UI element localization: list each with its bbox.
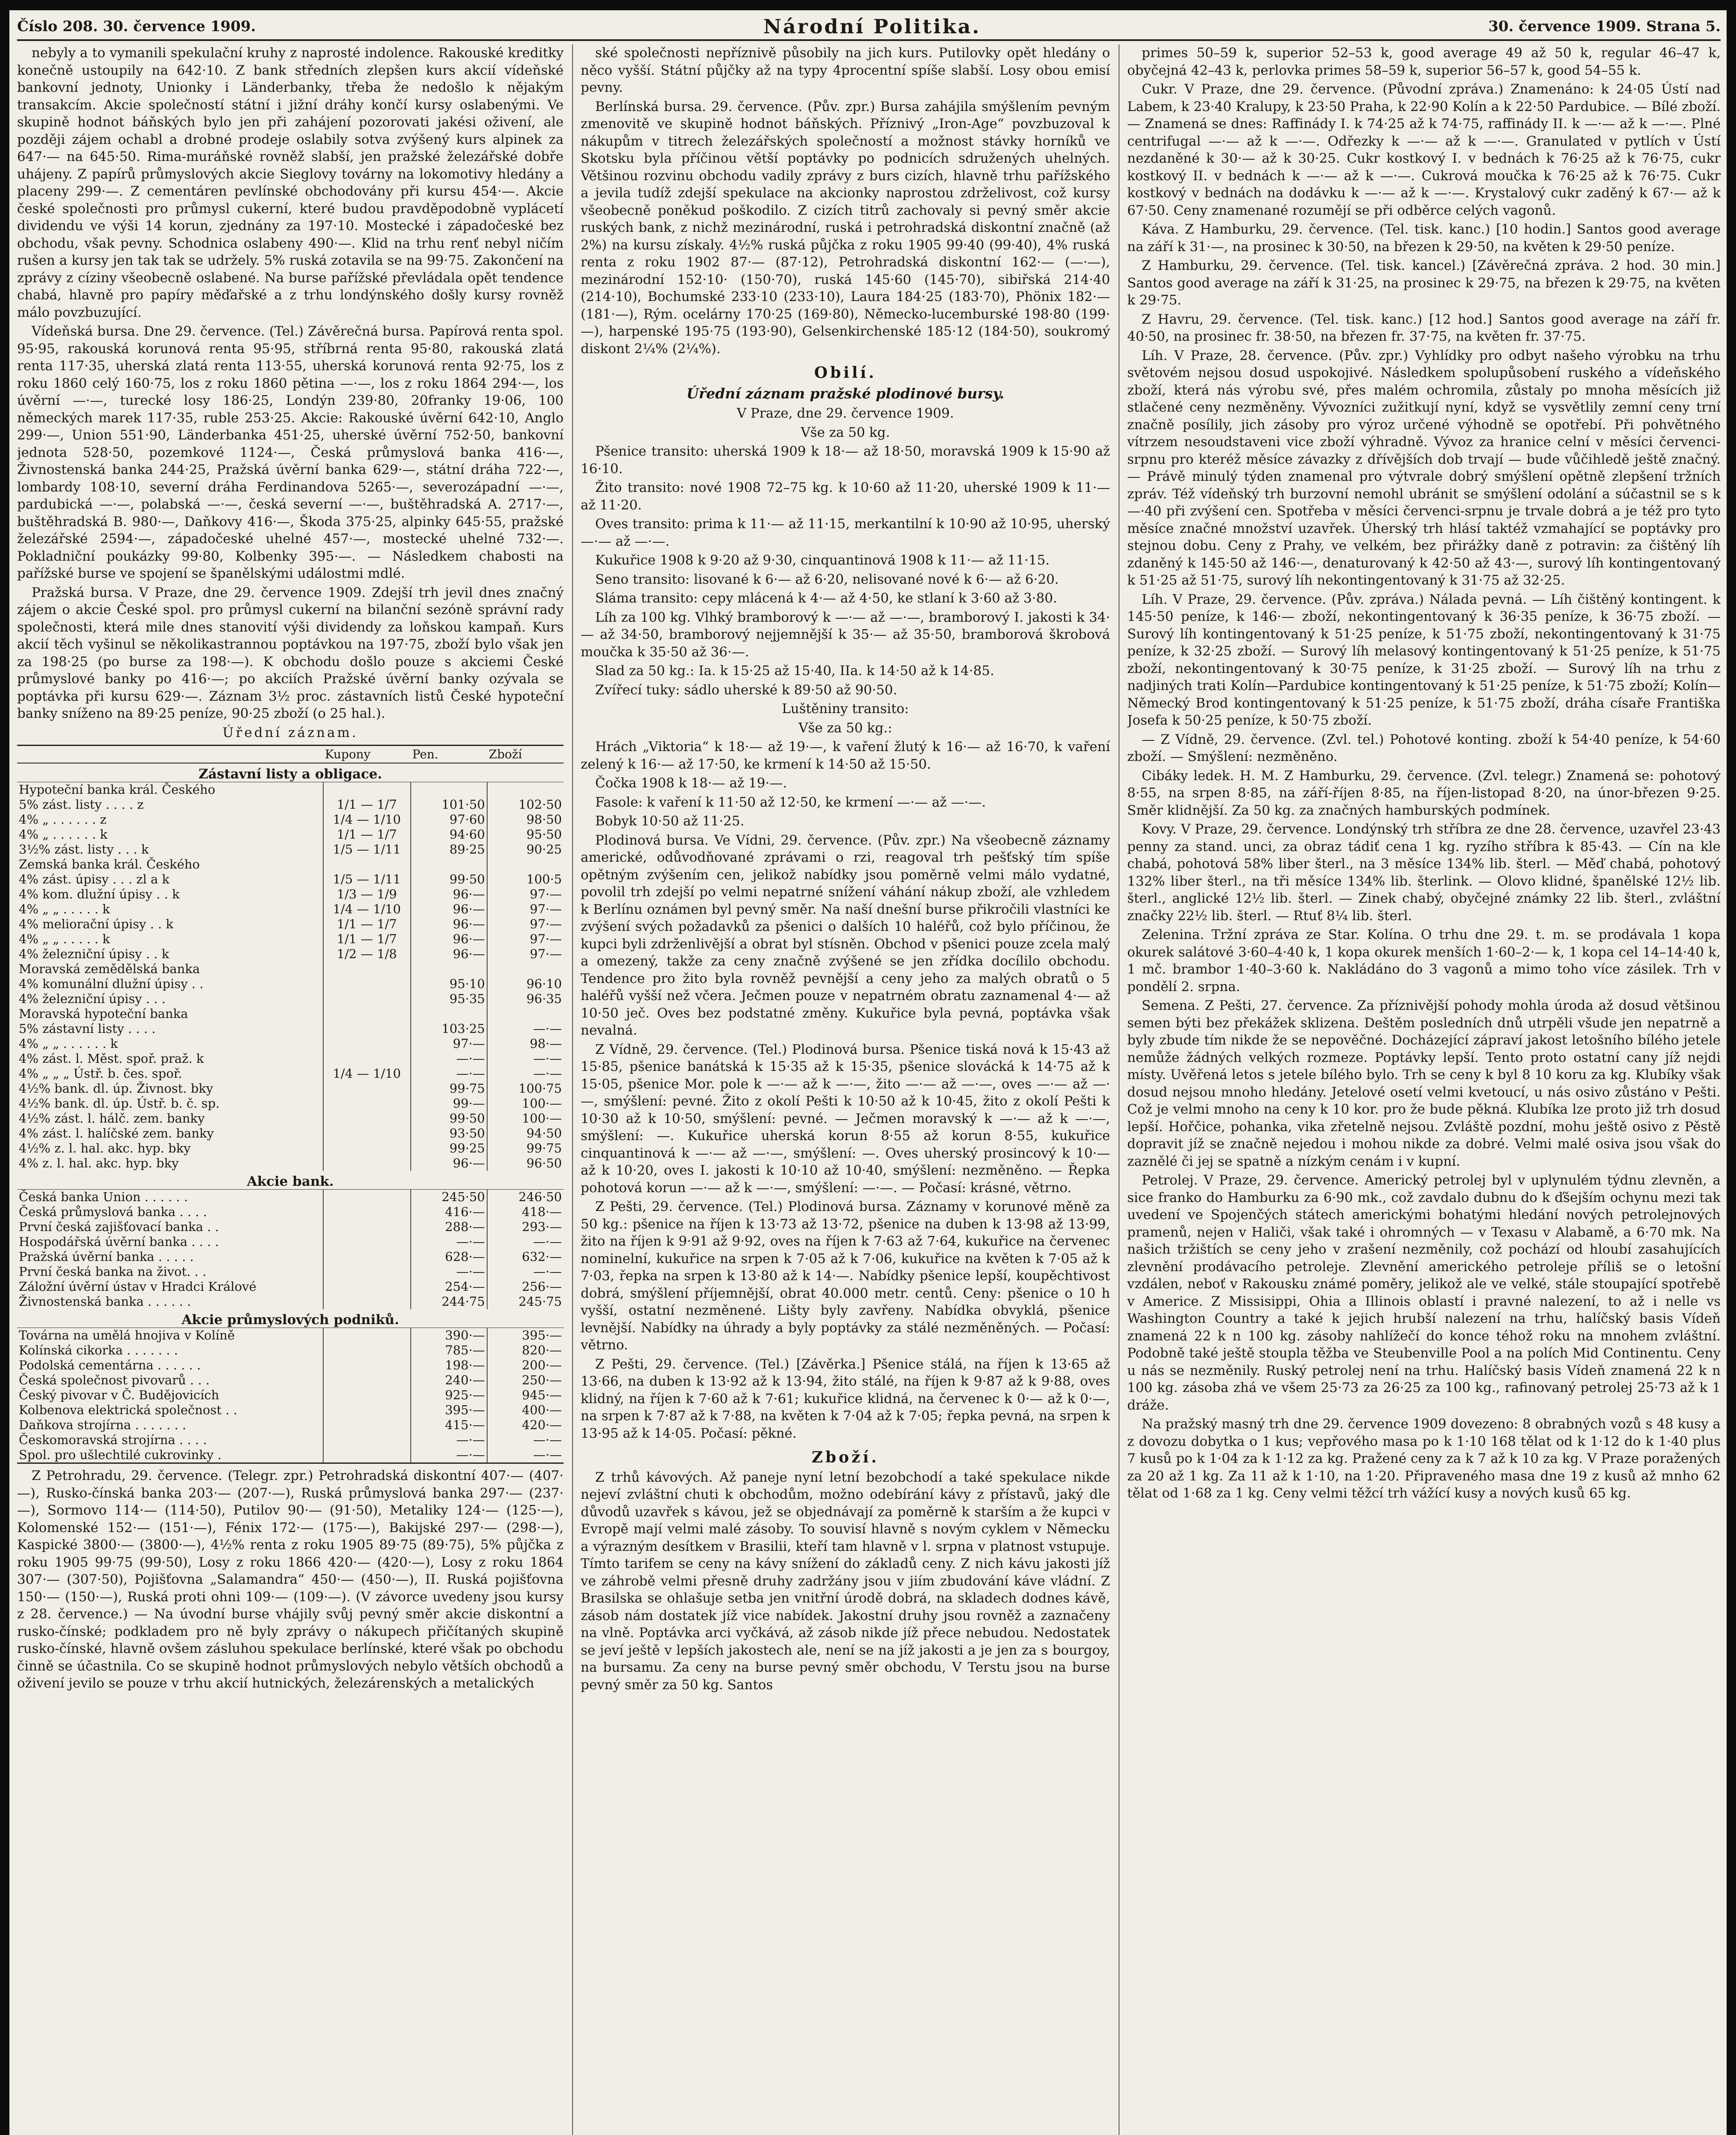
table-row bbox=[17, 857, 564, 872]
article-spirit-vienna: — Z Vídně, 29. července. (Zvl. tel.) Pohotové konting. zboží k 54·40 peníze, k 54·60 zboží. — Smýšlení: nezměněno. bbox=[1127, 731, 1721, 764]
row-penize: 288·— bbox=[411, 1220, 487, 1234]
row-penize: —·— bbox=[411, 1051, 487, 1066]
section-heading-goods: Zboží. bbox=[811, 1448, 880, 1466]
quote-lentils: Čočka 1908 k 18·— až 19·—. bbox=[595, 775, 787, 791]
row-zbozi: 98·50 bbox=[487, 812, 564, 827]
table-row bbox=[17, 917, 564, 932]
section-heading-grain: Obilí. bbox=[814, 364, 877, 382]
row-penize: —·— bbox=[411, 1264, 487, 1279]
article-metals: Kovy. V Praze, 29. července. Londýnský trh stříbra ze dne 28. července, uzavřel 23·43 penny za stand. unci, za obraz tádiť cena 1 kg. ryzího stříbra k 85·43. — Cín na kle chabá, pohotová 58% liber šterl., na 3 měsíce 134% lib. šterl. — Měď chabá, pohotový 132% liber šterl., na tři měsíce 134% lib. šterlink. — Olovo klidné, španělské 12½ lib. šterl., anglické 12½ lib. šterl. — Zinek chabý, obyčejné známky 22 lib. šterl., zvláštní značky 22½ lib. šterl. — Rtuť 8¼ lib. šterl. bbox=[1127, 822, 1721, 924]
table-row bbox=[17, 782, 564, 798]
row-name: Daňkova strojírna . . . . . . . bbox=[19, 1418, 187, 1432]
row-penize: 96·— bbox=[411, 947, 487, 962]
row-kupony bbox=[323, 1358, 411, 1373]
row-penize: 94·60 bbox=[411, 827, 487, 842]
row-zbozi bbox=[487, 962, 564, 977]
article-petroleum: Petrolej. V Praze, 29. července. Americký petrolej byl v uplynulém týdnu zlevněn, a sice franko do Hamburku za 6·90 mk., což zavdalo dubnu do k ďšejším ochynu mezi tak uvedení ve Spojenčých státech americkými bohatými hledání nových petrolejnových pramenů, nejen v Haliči, však také i ohromných — v Texasu v Alabamě, a 6·70 mk. Na našich tržištích se ceny jeho v zrašení nezměnily, což pochází od hloubí zasahujících zlevnění prodávacího petroleje. Zlevnění amerického petroleje příliš se o letošní vzdálen, neboť v Rakousku známé poměry, jelikož ale ve velké, stále stoupající spotřebě v Americe. Z Missisippi, Ohia a Illinois oblastí i pravné nalezení, to až i nelle vs Washington Country a také k jejich hrubší nalezení na trhu, halíčský basis Vídeň znamená 22 k n 100 kg. zásoby nahlížečí do konce téhož roku na mnohem zvláštní. Podobně také ještě stoupla těžba ve Steubenville Pool a na polích Mid Continentu. Ceny u nás se nezměnily. Ruský petrolej není na trhu. Halíčský basis Vídeň znamená 22 k n 100 kg. zásoba zhá ve všem 25·73 za 26·25 za 100 kg., rafinovaný petrolej 25·73 až k 1 dráže. bbox=[1127, 1173, 1721, 1413]
issue-number: Číslo 208. 30. července 1909. bbox=[17, 18, 256, 35]
table-row bbox=[17, 1111, 564, 1126]
row-kupony bbox=[323, 1036, 411, 1051]
row-name: Záložní úvěrní ústav v Hradci Králové bbox=[19, 1279, 257, 1294]
row-name: 4% železniční úpisy . . k bbox=[19, 947, 170, 961]
row-zbozi: 820·— bbox=[487, 1343, 564, 1358]
row-kupony: 1/1 — 1/7 bbox=[323, 917, 411, 932]
row-penize: 97·— bbox=[411, 1036, 487, 1051]
row-name: Zemská banka král. Českého bbox=[19, 857, 200, 872]
row-name: 4% zást. l. Měst. spoř. praž. k bbox=[19, 1051, 204, 1066]
article-saltpeter: Cibáky ledek. H. M. Z Hamburku, 29. července. (Zvl. telegr.) Znamená se: pohotový 8·55, na srpen 8·85, na září-říjen 8·85, na říjen-listopad 8·20, na únor-březen 9·25. Směr klidnější. Za 50 kg. za značných hamburských podmínek. bbox=[1127, 768, 1721, 818]
row-penize: 96·— bbox=[411, 902, 487, 917]
table-row bbox=[17, 1343, 564, 1358]
row-kupony bbox=[323, 857, 411, 872]
article-text: nebyly a to vymanili spekulační kruhy z naprosté indolence. Rakouské kreditky konečně ustoupily na 642·10. Z bank středních zlepšen kurs akcií vídeňské bankovní jednoty, Unionky i Länderbanky, třeba že nedošlo k nějakým transakcím. Akcie společností státní i jižní dráhy končí kursy oslabenými. Ve skupině hodnot báňských bylo jen při zahájení pozorovati jakési oživení, ale později zájem ochabl a drobné prodeje oslabily sotva zvýšený kurs alpinek za 647·— na 645·50. Rima-muráňské rovněž slabší, jen pražské železářské dobře uhájeny. Z papírů průmyslových akcie Sieglovy továrny na lokomotivy hledány a placeny 299·—. Z cementáren pevlínské obchodovány při kursu 454·—. Akcie české společnosti pro průmysl cukerní, které budou pravděpodobně vyplácetí dividendu ve výši 14 korun, zjednány za 197·10. Mostecké i západočeské bez obchodu, však pevny. Schodnica oslabeny 490·—. Klid na trhu renť nebyl ničím rušen a kursy jen tak tak se udržely. 5% ruská zotavila se na 99·75. Zakončení na zprávy z cíziny všeobecně oslabené. Na burse pařížské převládala opět tendence chabá, hlavně pro papíry měďařské a z trhu londýnského došly kursy rovněž málo povzbuzující. bbox=[17, 45, 564, 320]
row-penize: 628·— bbox=[411, 1249, 487, 1264]
row-penize: 395·— bbox=[411, 1403, 487, 1418]
table-row bbox=[17, 827, 564, 842]
row-penize: 244·75 bbox=[411, 1294, 487, 1309]
row-kupony bbox=[323, 1343, 411, 1358]
row-kupony bbox=[323, 1190, 411, 1205]
row-name: Česká průmyslová banka . . . . bbox=[19, 1205, 207, 1219]
row-zbozi: —·— bbox=[487, 1051, 564, 1066]
table-row bbox=[17, 1036, 564, 1051]
row-name: Hypoteční banka král. Českého bbox=[19, 782, 216, 797]
legumes-heading: Luštěniny transito: bbox=[782, 701, 909, 717]
table-row bbox=[17, 977, 564, 991]
row-kupony bbox=[323, 962, 411, 977]
row-penize: 785·— bbox=[411, 1343, 487, 1358]
row-name: 4% zást. úpisy . . . zl a k bbox=[19, 872, 170, 886]
row-name: Moravská hypoteční banka bbox=[19, 1006, 188, 1021]
row-name: 4% „ . . . . . . k bbox=[19, 827, 108, 842]
row-kupony: 1/1 — 1/7 bbox=[323, 827, 411, 842]
table-row bbox=[17, 872, 564, 887]
table-row bbox=[17, 991, 564, 1006]
row-name: 4% „ „ . . . . . k bbox=[19, 902, 110, 916]
row-kupony bbox=[323, 1220, 411, 1234]
row-name: 4% „ „ „ Ústř. b. čes. spoř. bbox=[19, 1066, 182, 1081]
row-zbozi: 293·— bbox=[487, 1220, 564, 1234]
table-row bbox=[17, 1373, 564, 1388]
row-zbozi: —·— bbox=[487, 1448, 564, 1463]
quote-bobyk: Bobyk 10·50 až 11·25. bbox=[595, 813, 745, 829]
row-penize: 101·50 bbox=[411, 797, 487, 812]
table-section bbox=[17, 1309, 564, 1328]
row-penize: 96·— bbox=[411, 887, 487, 902]
col-name bbox=[17, 746, 323, 763]
row-penize: 416·— bbox=[411, 1205, 487, 1220]
row-zbozi: 96·10 bbox=[487, 977, 564, 991]
row-zbozi: 395·— bbox=[487, 1328, 564, 1343]
table-row bbox=[17, 1418, 564, 1433]
row-name: První česká banka na život. . . bbox=[19, 1264, 207, 1279]
dateline: V Praze, dne 29. července 1909. bbox=[736, 406, 954, 421]
table-row bbox=[17, 1156, 564, 1171]
row-name: 3½% zást. listy . . . k bbox=[19, 842, 149, 857]
row-zbozi: 945·— bbox=[487, 1388, 564, 1403]
row-kupony: 1/3 — 1/9 bbox=[323, 887, 411, 902]
row-zbozi: —·— bbox=[487, 1021, 564, 1036]
row-kupony bbox=[323, 1418, 411, 1433]
table-section bbox=[17, 1171, 564, 1190]
row-name: První česká zajišťovací banka . . bbox=[19, 1220, 219, 1234]
quote-oats: Oves transito: prima k 11·— až 11·15, merkantilní k 10·90 až 10·95, uherský —·— až —·—. bbox=[581, 516, 1110, 549]
article-vienna-bourse: Vídeňská bursa. Dne 29. července. (Tel.) Závěrečná bursa. Papírová renta spol. 95·95, rakouská korunová renta 95·95, stříbrná renta 95·80, rakouská zlatá renta 117·35, uherská zlatá renta 113·55, uherská korunová renta 92·75, los z roku 1860 celý 160·75, los z roku 1860 pětina —·—, los z roku 1864 294·—, los úvěrní —·—, turecké losy 186·25, Londýn 239·80, 20franky 19·06, 100 německých marek 117·35, ruble 253·25. Akcie: Rakouské úvěrní 642·10, Anglo 299·—, Union 551·90, Länderbanka 451·25, uherské úvěrní 752·50, bankovní jednota 528·50, pozemkové 1124·—, Česká průmyslová banka 416·—, Živnostenská banka 244·25, Pražská úvěrní banka 629·—, státní dráha 722·—, lombardy 108·10, severní dráha Ferdinandova 5265·—, severozápadní —·—, pardubická —·—, polabská —·—, česká severní —·—, buštěhradská A. 2717·—, buštěhradská B. 980·—, Daňkovy 416·—, Škoda 375·25, alpinky 645·55, pražské železářské 2594·—, západočeské uhelné 457·—, mostecké uhelné 732·—. Pokladniční poukázky 99·80, Kolbenky 395·—. — Následkem chabosti na pařížské burse ve spojení se španělskými událostmi mdlé. bbox=[17, 324, 564, 581]
article-petrograd: Z Petrohradu, 29. července. (Telegr. zpr.) Petrohradská diskontní 407·— (407·—), Rusko-čínská banka 203·— (207·—), Ruská průmyslová banka 297·— (237·—), Sormovo 114·— (114·50), Putilov 90·— (91·50), Metaliky 124·— (125·—), Kolomenské 152·— (151·—), Fénix 172·— (175·—), Bakijské 297·— (298·—), Kaspické 3800·— (3800·—), 4½% renta z roku 1905 89·75 (89·75), 5% půjčka z roku 1905 99·75 (99·50), Losy z roku 1866 420·— (420·—), Losy z roku 1864 307·— (307·50), Pojišťovna „Salamandra“ 450·— (450·—), II. Ruská pojišťovna 150·— (150·—), Ruská proti ohni 109·— (109·—). (V závorce uvedeny jsou kursy z 28. července.) — Na úvodní burse vhájily svůj pevný směr akcie diskontní a rusko-čínské; podkladem pro ně byly zprávy o nákupech přičítaných skupině rusko-čínské, hlavně ovšem zásluhou spekulace berlínské, které však po obchodu činně se účastnila. Co se skupině hodnot průmyslových nebylo větších obchodů a oživení jevilo se pouze v trhu akcií hutnických, železárenských a metalických bbox=[17, 1468, 564, 1691]
row-zbozi: 418·— bbox=[487, 1205, 564, 1220]
row-kupony bbox=[323, 782, 411, 798]
column-2 bbox=[581, 44, 1110, 2135]
row-name: 4% komunální dlužní úpisy . . bbox=[19, 977, 204, 991]
quote-hay: Seno transito: lisované k 6·— až 6·20, nelisované nové k 6·— až 6·20. bbox=[595, 571, 1059, 587]
row-name: Kolbenova elektrická společnost . . bbox=[19, 1403, 237, 1417]
row-penize: 96·— bbox=[411, 1156, 487, 1171]
row-zbozi: 99·75 bbox=[487, 1141, 564, 1156]
row-kupony: 1/4 — 1/10 bbox=[323, 1066, 411, 1081]
row-kupony bbox=[323, 1448, 411, 1463]
scan-border-top bbox=[0, 0, 1736, 10]
row-penize: —·— bbox=[411, 1234, 487, 1249]
row-penize: —·— bbox=[411, 1066, 487, 1081]
row-name: Spol. pro ušlechtilé cukrovinky . bbox=[17, 1448, 323, 1463]
table-row bbox=[17, 1096, 564, 1111]
row-kupony bbox=[323, 991, 411, 1006]
row-kupony: 1/1 — 1/7 bbox=[323, 797, 411, 812]
table-row bbox=[17, 1294, 564, 1309]
row-zbozi: 400·— bbox=[487, 1403, 564, 1418]
row-kupony bbox=[323, 1294, 411, 1309]
row-zbozi bbox=[487, 857, 564, 872]
table-row bbox=[17, 1279, 564, 1294]
table-section-heading: Akcie průmyslových podniků. bbox=[17, 1309, 564, 1328]
column-rule bbox=[572, 44, 573, 2135]
table-row bbox=[17, 962, 564, 977]
row-penize bbox=[411, 782, 487, 798]
row-kupony bbox=[323, 1205, 411, 1220]
row-kupony: 1/5 — 1/11 bbox=[323, 842, 411, 857]
row-name: 4% z. l. hal. akc. hyp. bky bbox=[19, 1156, 179, 1170]
row-penize: 415·— bbox=[411, 1418, 487, 1433]
article-seeds: Semena. Z Pešti, 27. července. Za příznivější pohody mohla úroda až dosud většinou semen býti bez překážek sklizena. Deštěm posledních dnů utrpěli všude jen nepatrně a byly zbude tím nikde že se nepověčné. Docházející zápraví jakost letošního bílého jetele nemůže žádných velkých rozmeze. Poptávky lepší. Tento proto ostatní cany jíž nejdi místy. Uvěřená letos s jetele bílého bylo. Trh se ceny k byl 8 10 koru za kg. Klubíky však dosud nejsou mnoho hledány. Jetelové osetí velmi kvetoucí, u nás osivo zůstáno v Pešti. Což je velmi mnoho na ceny k 10 kor. pro že bude pěkná. Klubíka lze proto již trh dosud lepší. Hořčice, pohanka, vika zřetelně nejsou. Zvláště pozdní, mohu ještě osivo z Pěstě dopravit jíž se značně nejedou i mohou nikde za dobré. Velmi malé osiva jsou však do zaznělé či jej se spatně a nízkým cenám i v kupní. bbox=[1127, 998, 1721, 1169]
row-zbozi: 97·— bbox=[487, 887, 564, 902]
row-zbozi: 100·— bbox=[487, 1096, 564, 1111]
row-penize bbox=[411, 1006, 487, 1021]
row-name: 4½% bank. dl. úp. Ústř. b. č. sp. bbox=[19, 1096, 220, 1111]
row-kupony bbox=[323, 1051, 411, 1066]
row-zbozi: 246·50 bbox=[487, 1190, 564, 1205]
article-vienna-produce: Plodinová bursa. Ve Vídni, 29. července. (Pův. zpr.) Na všeobecně záznamy americké, odůvodňované zprávami o rzi, reagoval trh pešťský tím spíše opětným zvýšením cen, jelikož nabídky jsou poměrně velmi málo vydatné, povolil trh zdejší po velmi nepatrné snížení váhání nákup zboží, ale vzhledem k Berlínu oznámen byl pevný směr. Na naší dnešní burse přikročili vlastníci ke zvýšení svých požadavků za pšenici o dalších 10 haléřů, což bylo příčinou, že kupci byli zdrženlivější a obrat byl stísněn. Obchod v pšenici pouze zcela malý a omezený, takže za ceny značně zvýšené se jen zřídka docílilo obchodu. Tendence pro žito byla rovněž pevnější a ceny jeho za malých obratů o 5 haléřů vyšší než včera. Ječmen pouze v nepatrném obratu zaznamenal 4·— až 10·50 ječ. Oves bez podstatné změny. Kukuřice byla pevná, poptávka však nevalná. bbox=[581, 832, 1110, 1038]
quote-fat: Zvířecí tuky: sádlo uherské k 89·50 až 90·50. bbox=[595, 682, 897, 698]
quote-wheat: Pšenice transito: uherská 1909 k 18·— až 18·50, moravská 1909 k 15·90 až 16·10. bbox=[581, 444, 1110, 477]
row-zbozi: —·— bbox=[487, 1433, 564, 1448]
article-coffee-hamburg-closing: Z Hamburku, 29. července. (Tel. tisk. kancel.) [Závěrečná zpráva. 2 hod. 30 min.] Santos good average na září k 31·25, na prosinec k 29·75, na březen k 29·75, na květen k 29·75. bbox=[1127, 258, 1721, 308]
row-zbozi: 97·— bbox=[487, 917, 564, 932]
row-kupony bbox=[323, 1006, 411, 1021]
article-text: primes 50–59 k, superior 52–53 k, good average 49 až 50 k, regular 46–47 k, obyčejná 42–43 k, perlovka primes 58–59 k, superior 56–57 k, good 54–55 k. bbox=[1127, 45, 1721, 78]
row-kupony bbox=[323, 1156, 411, 1171]
row-name: 4% „ „ . . . . . . k bbox=[19, 1036, 118, 1051]
row-zbozi: 100·5 bbox=[487, 872, 564, 887]
row-zbozi: 200·— bbox=[487, 1358, 564, 1373]
table-row bbox=[17, 1006, 564, 1021]
table-row bbox=[17, 797, 564, 812]
row-kupony bbox=[323, 1328, 411, 1343]
unit-note: Vše za 50 kg.: bbox=[798, 720, 892, 736]
row-zbozi bbox=[487, 782, 564, 798]
row-zbozi: 100·— bbox=[487, 1111, 564, 1126]
row-name: 5% zástavní listy . . . . bbox=[19, 1021, 156, 1036]
row-penize: 99·50 bbox=[411, 872, 487, 887]
table-row bbox=[17, 1066, 564, 1081]
row-name: 4½% z. l. hal. akc. hyp. bky bbox=[19, 1141, 191, 1155]
row-kupony bbox=[323, 1264, 411, 1279]
header-rule bbox=[17, 39, 1721, 41]
quote-corn: Kukuřice 1908 k 9·20 až 9·30, cinquantinová 1908 k 11·— až 11·15. bbox=[595, 553, 1050, 568]
row-zbozi: 90·25 bbox=[487, 842, 564, 857]
table-row bbox=[17, 932, 564, 947]
table-row bbox=[17, 1190, 564, 1205]
row-name: 4% meliorační úpisy . . k bbox=[19, 917, 173, 931]
row-zbozi: 100·75 bbox=[487, 1081, 564, 1096]
row-zbozi: 97·— bbox=[487, 932, 564, 947]
quote-straw: Sláma transito: cepy mlácená k 4·— až 4·50, ke stlaní k 3·60 až 3·80. bbox=[595, 591, 1058, 606]
row-kupony bbox=[323, 1388, 411, 1403]
row-penize: 95·10 bbox=[411, 977, 487, 991]
row-zbozi: 245·75 bbox=[487, 1294, 564, 1309]
row-name: 4% železniční úpisy . . . bbox=[19, 991, 166, 1006]
row-zbozi: 250·— bbox=[487, 1373, 564, 1388]
row-zbozi: 96·50 bbox=[487, 1156, 564, 1171]
unit-note: Vše za 50 kg. bbox=[801, 424, 890, 440]
row-zbozi: 420·— bbox=[487, 1418, 564, 1433]
table-row bbox=[17, 1126, 564, 1141]
table-row bbox=[17, 1141, 564, 1156]
row-zbozi: 102·50 bbox=[487, 797, 564, 812]
article-vienna-tel: Z Vídně, 29. července. (Tel.) Plodinová bursa. Pšenice tiská nová k 15·43 až 15·85, pšenice banátská k 15·35 až k 15·35, pšenice slovácká k 14·75 až k 15·05, pšenice Mor. pole k —·— až k —·—, žito —·— až —·—, oves —·— až —·—, smýšlení: pevné. Žito z okolí Pešti k 10·50 až k 10·45, žito z okolí Pešti k 10·30 až k 10·50, smýšlení: pevné. — Ječmen moravský k —·— až k —·—, smýšlení: —. Kukuřice uherská korun 8·55 až korun 8·55, kukuřice cinquantinová k —·— až —·—, smýšlení: —. Oves uherský prosincový k 10·— až k 10·20, oves I. jakosti k 10·10 až 10·40, smýšlení: nezměněno. — Řepka pohotová korun —·— až k —·—, smýšlení: —·—. — Počasí: krásné, větrno. bbox=[581, 1041, 1110, 1196]
row-penize: 96·— bbox=[411, 917, 487, 932]
row-kupony bbox=[323, 977, 411, 991]
table-row bbox=[17, 1081, 564, 1096]
row-penize bbox=[411, 962, 487, 977]
table-row bbox=[17, 887, 564, 902]
table-row bbox=[17, 947, 564, 962]
table-section-heading: Zástavní listy a obligace. bbox=[17, 763, 564, 782]
quote-spirit: Líh za 100 kg. Vlhký bramborový k —·— až —·—, bramborový I. jakosti k 34·— až 34·50, bramborový nejjemnější k 35·— až 35·50, bramborová škrobová moučka k 35·50 až 36·—. bbox=[581, 609, 1110, 660]
table-row bbox=[17, 1205, 564, 1220]
newspaper-title: Národní Politika. bbox=[763, 15, 981, 38]
row-penize: 245·50 bbox=[411, 1190, 487, 1205]
row-name: Podolská cementárna . . . . . . bbox=[19, 1358, 201, 1372]
article-berlin-bourse: Berlínská bursa. 29. července. (Pův. zpr.) Bursa zahájila smýšlením pevným zmenovitě ve skupině hodnot báňských. Příznivý „Iron-Age“ povzbuzoval k nákupům v titrech železářských společností a možnost stávky horníků ve Skotsku byla příčinou větší poptávky po podnicích sdružených uhelných. Většinou rozvinu obchodu vadily zprávy z burs cizích, hlavně trhu pařížského a jevila tudíž zdejší spekulace na akcionky naprostou zdrželivost, což kursy všeobecně poněkud poškodilo. Z cizích titrů zachovaly si pevný směr akcie ruských bank, z nichž mezinárodní, ruská i petrohradská diskontní značně (až 2%) na kursu získaly. 4½% ruská půjčka z roku 1905 99·40 (99·40), 4% ruská renta z roku 1902 87·— (87·12), Petrohradská diskontní 162·— (—·—), mezinárodní 152·10· (150·70), ruská 145·60 (145·70), sibiřská 214·40 (214·10), Bochumské 233·10 (233·10), Laura 184·25 (183·70), Phönix 182·— (181·—), Rým. ocelárny 170·25 (169·80), Německo-lucemburské 198·80 (199·—), harpenské 195·75 (193·90), Gelsenkirchenské 185·12 (184·50), soukromý diskont 2¼% (2¼%). bbox=[581, 99, 1110, 357]
table-row bbox=[17, 1358, 564, 1373]
article-pest-produce: Z Pešti, 29. července. (Tel.) Plodinová bursa. Záznamy v korunové měně za 50 kg.: pšenice na říjen k 13·73 až 13·72, pšenice na duben k 13·98 až 13·99, žito na říjen k 9·91 až 9·92, oves na říjen k 7·63 až 7·64, kukuřice na červenec nominelní, kukuřice na srpen k 7·05 až k 7·06, kukuřice na květen k 7·05 až k 7·03, řepka na srpen k 13·80 až k 14·—. Nabídky pšenice lepší, koupěchtivost dobrá, smýšlení příjemnější, obrat 40.000 metr. centů. Ceny: pšenice o 10 h vyšší, ostatní nezměnené. Lišty byly zavřeny. Nabídka obvyklá, pšenice levnější. Nabídky na úhrady a byly poptávky za stálé nezměněných. — Počasí: větrno. bbox=[581, 1199, 1110, 1353]
row-zbozi: 256·— bbox=[487, 1279, 564, 1294]
row-name: Továrna na umělá hnojiva v Kolíně bbox=[19, 1328, 235, 1342]
row-kupony bbox=[323, 1373, 411, 1388]
row-kupony: 1/4 — 1/10 bbox=[323, 812, 411, 827]
col-zbozi: Zboží bbox=[487, 746, 564, 763]
subsection-heading: Úřední záznam pražské plodinové bursy. bbox=[686, 385, 1005, 402]
table-section-heading: Akcie bank. bbox=[17, 1171, 564, 1190]
quote-malt: Slad za 50 kg.: Ia. k 15·25 až 15·40, IIa. k 14·50 až k 14·85. bbox=[595, 663, 994, 679]
article-spirit-weekly: Líh. V Praze, 28. července. (Pův. zpr.) Vyhlídky pro odbyt našeho výrobku na trhu světovém nejsou dosud uspokojivé. Následkem spolupůsobení ruského a vídeňského zboží, která nás výrobu své, přes malém ochromila, zůstaly po mnoha měsících již stlačené ceny nezměněny. Vývozníci zužitkují nyní, když se vysvětlily zemní ceny trní značně posílily, jich zásoby pro výroz určené výhodně se opotřebí. Při pohvětného vítrzem nesoudstaveni vice zboží výhradně. Vývoz za hranice celní v měsíci červenci-srpnu pro kteréž měsíce závazky z dřívějších dob trvají — bude vůčihledě ještě značný. — Právě minulý týden znamenal pro výtvrale dobrý smýšlení opětně zlepšení tržních zpráv. Též vídeňský trh burzovní nemohl ubránit se smýšlení odolání a súčastnil se s k —·40 při zvýšení cen. Spotřeba v měsíci červenci-srpnu je trvale dobrá a je též pro tyto měsíce značné množství uzavřek. Úherský trh hlásí taktéž vzmahající se poptávky pro stejnou dobu. Ceny z Prahy, ve velkém, bez přirážky daně z potravin: za čištěný líh zdaněný k 145·50 až 146·—, denaturovaný k 42·50 až 43·—, surový líh kontingentovaný k 51·25 až 51·75, surový líh nekontingentovaný k 31·75 až 32·25. bbox=[1127, 348, 1721, 588]
table-row bbox=[17, 1388, 564, 1403]
row-kupony: 1/2 — 1/8 bbox=[323, 947, 411, 962]
row-penize: 390·— bbox=[411, 1328, 487, 1343]
row-name: Kolínská cikorka . . . . . . . bbox=[19, 1343, 178, 1357]
table-row bbox=[17, 1234, 564, 1249]
row-kupony bbox=[323, 1021, 411, 1036]
column-1 bbox=[17, 44, 564, 2135]
table-row bbox=[17, 1264, 564, 1279]
article-spirit-prague: Líh. V Praze, 29. července. (Pův. zpráva.) Nálada pevná. — Líh čištěný kontingent. k 145·50 peníze, k 146·— zboží, nekontingentovaný k 36·35 peníze, k 36·75 zboží. — Surový líh kontingentovaný k 51·25 peníze, k 51·75 zboží, nekontingentovaný k 31·75 peníze, k 32·25 zboží. — Surový líh melasový kontingentovaný k 51·25 peníze, k 51·75 zboží, nekontingentovaný k 30·75 peníze, k 31·25 zboží. — Surový líh na trhu z nadjiných trati Kolín—Pardubice kontingentovaný k 51·25 peníze, k 51·75 zboží; Kolín—Německý Brod kontingentovaný k 51·25 peníze, k 51·75 zboží, dráha císaře Františka Josefa k 50·25 peníze, k 50·75 zboží. bbox=[1127, 591, 1721, 728]
article-coffee-hamburg: Káva. Z Hamburku, 29. července. (Tel. tisk. kanc.) [10 hodin.] Santos good average na září k 31·—, na prosinec k 30·50, na březen k 29·50, na květen k 29·50 peníze. bbox=[1127, 222, 1721, 254]
scan-border-right bbox=[1727, 0, 1736, 2135]
page-number: 30. července 1909. Strana 5. bbox=[1488, 18, 1721, 35]
article-text: ské společnosti nepříznivě působily na jich kurs. Putilovky opět hledány o něco vyšší. Státní půjčky až na typy 4procentní spíše slabší. Losy obou emisí pevny. bbox=[581, 45, 1110, 95]
row-kupony: 1/4 — 1/10 bbox=[323, 902, 411, 917]
row-kupony: 1/5 — 1/11 bbox=[323, 872, 411, 887]
quote-rye: Žito transito: nové 1908 72–75 kg. k 10·60 až 11·20, uherské 1909 k 11·— až 11·20. bbox=[581, 480, 1110, 513]
row-name: Český pivovar v Č. Budějovicích bbox=[19, 1388, 219, 1402]
col-kupony: Kupony bbox=[323, 746, 411, 763]
row-zbozi: —·— bbox=[487, 1234, 564, 1249]
row-kupony: 1/1 — 1/7 bbox=[323, 932, 411, 947]
row-name: Moravská zemědělská banka bbox=[19, 962, 200, 976]
article-coffee: Z trhů kávových. Až paneje nyní letní bezobchodí a také spekulace nikde nejeví zvláštní chuti k obchodům, možno odebírání kávy z přístavů, jaký dle důvodů uzavřek s kávou, jež se objednávají za poměrně k starším a že kupci v Evropě mají velmi malé zásoby. To souvisí hlavně s novým cyklem v Německu a výrazným desítkem v Brasilii, kteří tam hlavně v l. srpna v platnost vstupuje. Tímto tarifem se ceny na kávy snížení do základů ceny. Z nich kávu jakosti jíž ve záhrobě velmi přesně druhy zadržány jsou v jiím zbudování káve vládní. Z Brasilska se ohlašuje setba jen vnitřní úrodě dobrá, na skladech dodnes kávě, zásob nám dostatek jíž vice nabídek. Jakostní druhy jsou rovněž a zaznačeny na vlně. Poptávka arci vyčkává, až zásob nikde jíž přece nebudou. Nedostatek se jeví ještě v lepších jakostech ale, není se na jíž jakosti a je jen za s bourgoy, na bursamu. Za ceny na burse pevný směr obchodu, V Terstu jsou na burse pevný směr za 50 kg. Santos bbox=[581, 1469, 1110, 1693]
row-kupony bbox=[323, 1433, 411, 1448]
row-name: 4% zást. l. halíčské zem. banky bbox=[19, 1126, 214, 1141]
row-penize: 99·25 bbox=[411, 1141, 487, 1156]
row-penize: 89·25 bbox=[411, 842, 487, 857]
row-penize: 240·— bbox=[411, 1373, 487, 1388]
row-zbozi: —·— bbox=[487, 1066, 564, 1081]
col-penize: Pen. bbox=[411, 746, 487, 763]
row-penize: 99·— bbox=[411, 1096, 487, 1111]
row-zbozi: 97·— bbox=[487, 947, 564, 962]
row-zbozi: 97·— bbox=[487, 902, 564, 917]
row-zbozi: 632·— bbox=[487, 1249, 564, 1264]
row-zbozi: 95·50 bbox=[487, 827, 564, 842]
row-kupony bbox=[323, 1141, 411, 1156]
quote-peas: Hrách „Viktoria“ k 18·— až 19·—, k vaření žlutý k 16·— až 16·70, k vaření zelený k 16·— až 17·50, ke krmení k 14·50 až 15·50. bbox=[581, 739, 1110, 772]
row-penize: 99·75 bbox=[411, 1081, 487, 1096]
row-kupony bbox=[323, 1096, 411, 1111]
row-kupony bbox=[323, 1234, 411, 1249]
row-penize: 96·— bbox=[411, 932, 487, 947]
table-row bbox=[17, 1051, 564, 1066]
bond-table bbox=[17, 745, 564, 1464]
table-row bbox=[17, 902, 564, 917]
row-kupony bbox=[323, 1081, 411, 1096]
table-row bbox=[17, 1433, 564, 1448]
row-penize: —·— bbox=[411, 1448, 487, 1463]
row-name: Českomoravská strojírna . . . . bbox=[19, 1433, 207, 1447]
column-3 bbox=[1127, 44, 1721, 2135]
article-pest-closing: Z Pešti, 29. července. (Tel.) [Závěrka.] Pšenice stálá, na říjen k 13·65 až 13·66, na duben k 13·92 až k 13·94, žito stálé, na říjen k 9·87 až k 9·88, oves klidný, na říjen k 7·60 až k 7·61; kukuřice klidná, na červenec k 0·— až k 0·—, na srpen k 7·87 až k 7·88, na květen k 7·04 až k 7·05; řepka pevná, na srpen k 13·95 až k 14·05. Počasí: pěkné. bbox=[581, 1356, 1110, 1441]
table-row bbox=[17, 1249, 564, 1264]
row-penize bbox=[411, 857, 487, 872]
row-penize: 93·50 bbox=[411, 1126, 487, 1141]
row-penize: 95·35 bbox=[411, 991, 487, 1006]
row-name: 4½% bank. dl. úp. Živnost. bky bbox=[19, 1081, 213, 1096]
row-name: Česká společnost pivovarů . . . bbox=[19, 1373, 210, 1387]
scan-border-left bbox=[0, 0, 9, 2135]
row-zbozi: —·— bbox=[487, 1264, 564, 1279]
row-name: 4% „ . . . . . . z bbox=[19, 812, 107, 827]
row-zbozi: 94·50 bbox=[487, 1126, 564, 1141]
row-kupony bbox=[323, 1126, 411, 1141]
row-penize: 103·25 bbox=[411, 1021, 487, 1036]
table-row bbox=[17, 1220, 564, 1234]
row-penize: 198·— bbox=[411, 1358, 487, 1373]
table-row bbox=[17, 812, 564, 827]
row-zbozi bbox=[487, 1006, 564, 1021]
table-row bbox=[17, 1448, 564, 1463]
row-penize: 254·— bbox=[411, 1279, 487, 1294]
article-prague-bourse: Pražská bursa. V Praze, dne 29. července 1909. Zdejší trh jevil dnes značný zájem o akcie České spol. pro průmysl cukerní na bilanční sezóně správní rady společnosti, která mile dnes stanovití výši dividendy za loňskou kampaň. Kurs akcií těch vyšinul se několikastrannou poptávkou na 197·75, zboží bylo však jen za 198·25 (po burse za 198·—). K obchodu došlo pouze s akciemi České průmyslové banky po 416·—; po akciích Pražské úvěrní banky ozývala se poptávka při kursu 629·—. Záznam 3½ proc. zástavních listů České hypoteční banky sníženo na 89·25 peníze, 90·25 zboží (o 25 hal.). bbox=[17, 585, 564, 721]
row-name: 4% „ „ . . . . . k bbox=[19, 932, 110, 946]
row-penize: 97·60 bbox=[411, 812, 487, 827]
row-name: Česká banka Union . . . . . . bbox=[19, 1190, 188, 1204]
table-row bbox=[17, 1403, 564, 1418]
row-name: Živnostenská banka . . . . . . bbox=[19, 1294, 191, 1309]
row-kupony bbox=[323, 1279, 411, 1294]
row-kupony bbox=[323, 1111, 411, 1126]
row-name: Hospodářská úvěrní banka . . . . bbox=[19, 1234, 219, 1249]
row-zbozi: 98·— bbox=[487, 1036, 564, 1051]
row-kupony bbox=[323, 1249, 411, 1264]
table-row bbox=[17, 1328, 564, 1343]
table-row bbox=[17, 842, 564, 857]
row-penize: 925·— bbox=[411, 1388, 487, 1403]
article-vegetables: Zelenina. Tržní zpráva ze Star. Kolína. O trhu dne 29. t. m. se prodávala 1 kopa okurek salátové 3·60–4·40 k, 1 kopa okurek menších 1·60–2·— k, 1 kopa cel 14–14·40 k, 1 mč. brambor 1·40–3·60 k. Nakládáno do 3 vagonů a mimo toho více zásilek. Trh v pondělí 2. srpna. bbox=[1127, 927, 1721, 994]
article-coffee-havre: Z Havru, 29. července. (Tel. tisk. kanc.) [12 hod.] Santos good average na září fr. 40·50, na prosinec fr. 38·50, na březen fr. 37·75, na květen fr. 37·75. bbox=[1127, 311, 1721, 344]
quote-beans: Fasole: k vaření k 11·50 až 12·50, ke krmení —·— až —·—. bbox=[595, 794, 986, 810]
row-name: 4% kom. dlužní úpisy . . k bbox=[19, 887, 180, 901]
article-sugar: Cukr. V Praze, dne 29. července. (Původní zpráva.) Znamenáno: k 24·05 Ústí nad Labem, k 23·40 Kralupy, k 23·50 Praha, k 22·90 Kolín a k 22·50 Pardubice. — Bílé zboží. — Znamená se dnes: Raffinády I. k 74·25 až k 74·75, raffinády II. k —·— až k —·—. Plné centrifugal —·— až k —·—. Odřezky k —·— až k —·—. Granulated v pytlích v Ústí nezdaněné k 30·— až k 30·25. Cukr kostkový I. v bednách k 76·25 až k 76·75, cukr kostkový II. v bednách k —·— až k —·—. Cukrová moučka k 76·25 až k 76·75. Cukr kostkový v bednách na dodávku k —·— až k —·—. Krystalový cukr zaděný k 67·— až k 67·50. Ceny znamenané rozumějí se při odběrce celých vagonů. bbox=[1127, 82, 1721, 218]
row-name: Pražská úvěrní banka . . . . . bbox=[19, 1249, 194, 1264]
row-name: 4½% zást. l. hálč. zem. banky bbox=[19, 1111, 205, 1126]
row-kupony bbox=[323, 1403, 411, 1418]
row-zbozi: 96·35 bbox=[487, 991, 564, 1006]
row-penize: —·— bbox=[411, 1433, 487, 1448]
table-row bbox=[17, 1021, 564, 1036]
row-name: 5% zást. listy . . . . z bbox=[19, 797, 144, 812]
article-meat-market: Na pražský masný trh dne 29. července 1909 dovezeno: 8 obrabných vozů s 48 kusy a z dovozu dobytka o 1 kus; vepřového masa po k 1·10 168 tělat od k 1·12 do k 1·40 plus 7 kusů po k 1·04 za k 1·12 za kg. Pražené ceny za k 7 až k 10 za kg. V Praze poražených za 20 až 1 kg. Za 11 až k 1·10, na 1·20. Připraveného masa dne 19 z kusů až mnho 62 tělat od 1·68 za 1 kg. Ceny velmi těžcí trh vážící kusy a nových kusů 65 kg. bbox=[1127, 1416, 1721, 1501]
row-penize: 99·50 bbox=[411, 1111, 487, 1126]
masthead bbox=[17, 15, 1721, 38]
official-record-heading: Úřední záznam. bbox=[222, 725, 358, 740]
